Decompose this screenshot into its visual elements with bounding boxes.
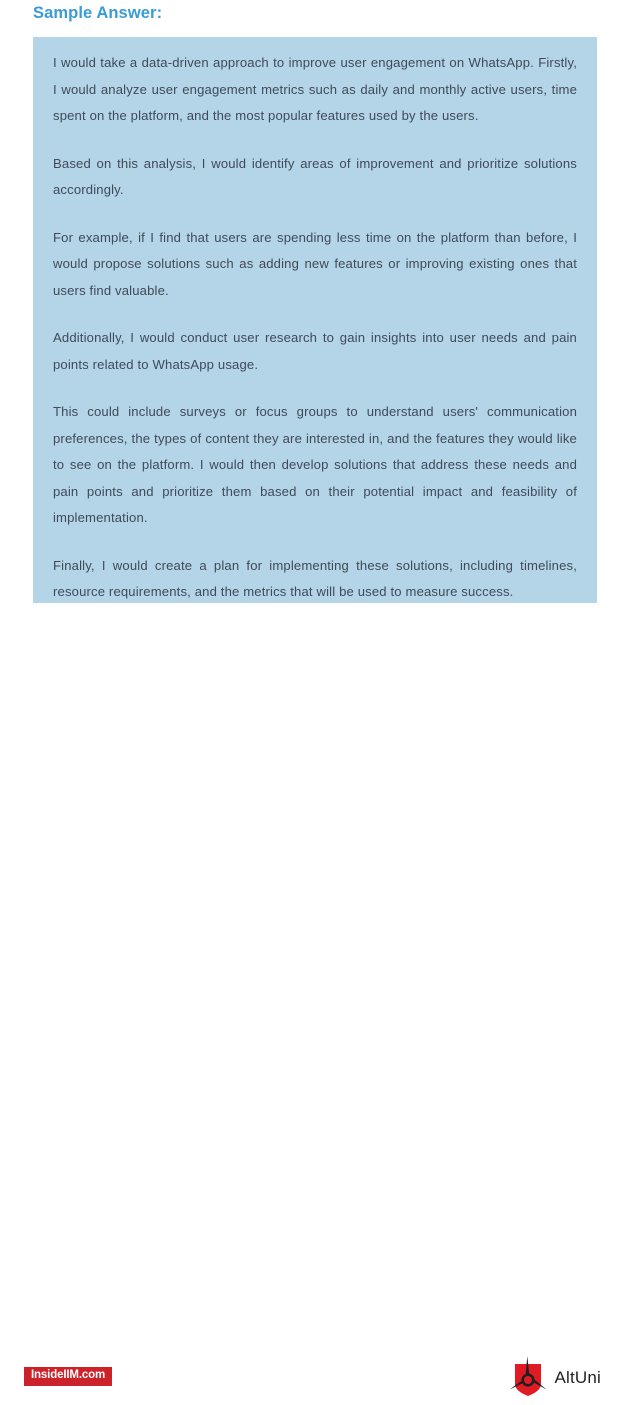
answer-paragraph: Based on this analysis, I would identify areas of improvement and prioritize solutions accordingly. [53, 155, 577, 197]
page-title: Sample Answer: [33, 4, 163, 22]
altuni-wordmark: AltUni [554, 1367, 601, 1387]
answer-paragraph: I would take a data-driven approach to improve user engagement on WhatsApp. Firstly, I would analyze user engagement metrics such as daily and monthly active users, time spent on the platform, and the most popular features used by the users. [53, 55, 577, 123]
footer [0, 662, 623, 1387]
answer-paragraph: For example, if I find that users are spending less time on the platform than before, I would propose solutions such as adding new features or improving existing ones that users find valuable. [53, 229, 577, 298]
altuni-mark-icon [508, 1356, 548, 1400]
sample-answer-panel [33, 37, 597, 603]
answer-paragraph: This could include surveys or focus groups to understand users' communication preferences, the types of content they are interested in, and the features they would like to see on the platform. I would then develop solutions that address these needs and pain points and prioritize them based on their potential impact and feasibility of implementation. [53, 404, 577, 525]
answer-paragraph: Finally, I would create a plan for implementing these solutions, including timelines, resource requirements, and the metrics that will be used to measure success. [53, 557, 577, 599]
insideiim-logo[interactable]: InsideIIM.com [24, 1367, 112, 1386]
altuni-logo[interactable] [508, 1356, 601, 1400]
answer-paragraph: Additionally, I would conduct user research to gain insights into user needs and pain points related to WhatsApp usage. [53, 330, 577, 372]
